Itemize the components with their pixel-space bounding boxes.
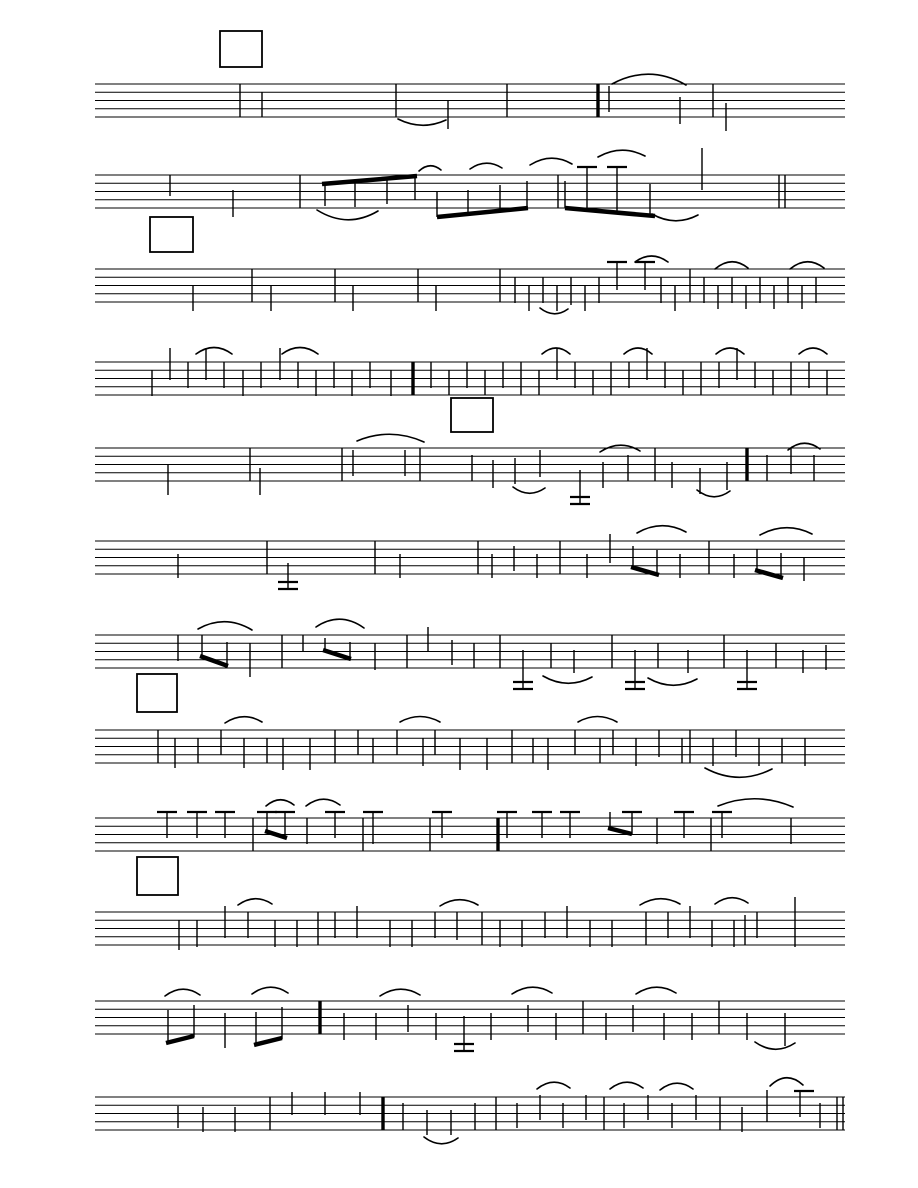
slur	[610, 1082, 643, 1089]
slur	[380, 989, 420, 996]
slur	[196, 348, 232, 355]
slur	[316, 619, 364, 628]
slur	[600, 445, 640, 452]
slur	[715, 898, 748, 904]
slur	[398, 119, 446, 125]
beam	[166, 1036, 194, 1043]
slur	[770, 1078, 803, 1086]
slur	[252, 987, 288, 994]
slur	[637, 526, 686, 533]
slur	[537, 1082, 570, 1089]
slur	[755, 1042, 795, 1049]
rehearsal-mark-box	[137, 674, 177, 712]
slur	[512, 987, 552, 994]
slur	[470, 163, 502, 169]
slur	[598, 150, 645, 157]
slur	[660, 1083, 693, 1090]
slur	[400, 717, 440, 723]
slur	[530, 158, 572, 165]
beam	[565, 208, 655, 216]
slur	[540, 308, 568, 314]
beam	[437, 208, 528, 217]
slur	[440, 900, 478, 906]
slur	[705, 768, 772, 777]
beam	[608, 828, 632, 834]
slur	[306, 799, 340, 806]
slur	[788, 443, 820, 450]
beam	[200, 656, 228, 666]
slur	[636, 987, 676, 994]
rehearsal-mark-box	[150, 217, 193, 252]
rehearsal-mark-box	[137, 857, 178, 895]
slur	[715, 262, 748, 269]
slur	[790, 262, 824, 269]
rehearsal-mark-box	[220, 31, 262, 67]
slur	[648, 678, 697, 685]
slur	[760, 528, 812, 535]
slur	[542, 348, 570, 354]
slur	[578, 717, 617, 723]
rehearsal-mark-box	[451, 398, 493, 432]
slur	[640, 899, 680, 905]
slur	[266, 800, 294, 806]
slur	[165, 989, 200, 996]
slur	[513, 487, 545, 493]
slur	[419, 166, 441, 171]
slur	[799, 348, 827, 354]
slur	[624, 348, 652, 354]
slur	[716, 348, 744, 354]
slur	[543, 676, 592, 683]
slur	[652, 214, 698, 221]
slur	[225, 717, 262, 723]
slur	[198, 622, 252, 630]
slur	[697, 490, 730, 497]
slur	[612, 74, 686, 85]
slur	[424, 1137, 458, 1144]
slur	[238, 899, 272, 905]
slur	[282, 348, 318, 355]
slur	[317, 210, 378, 220]
beam	[254, 1038, 282, 1045]
slur	[718, 799, 793, 807]
slur	[357, 434, 424, 442]
